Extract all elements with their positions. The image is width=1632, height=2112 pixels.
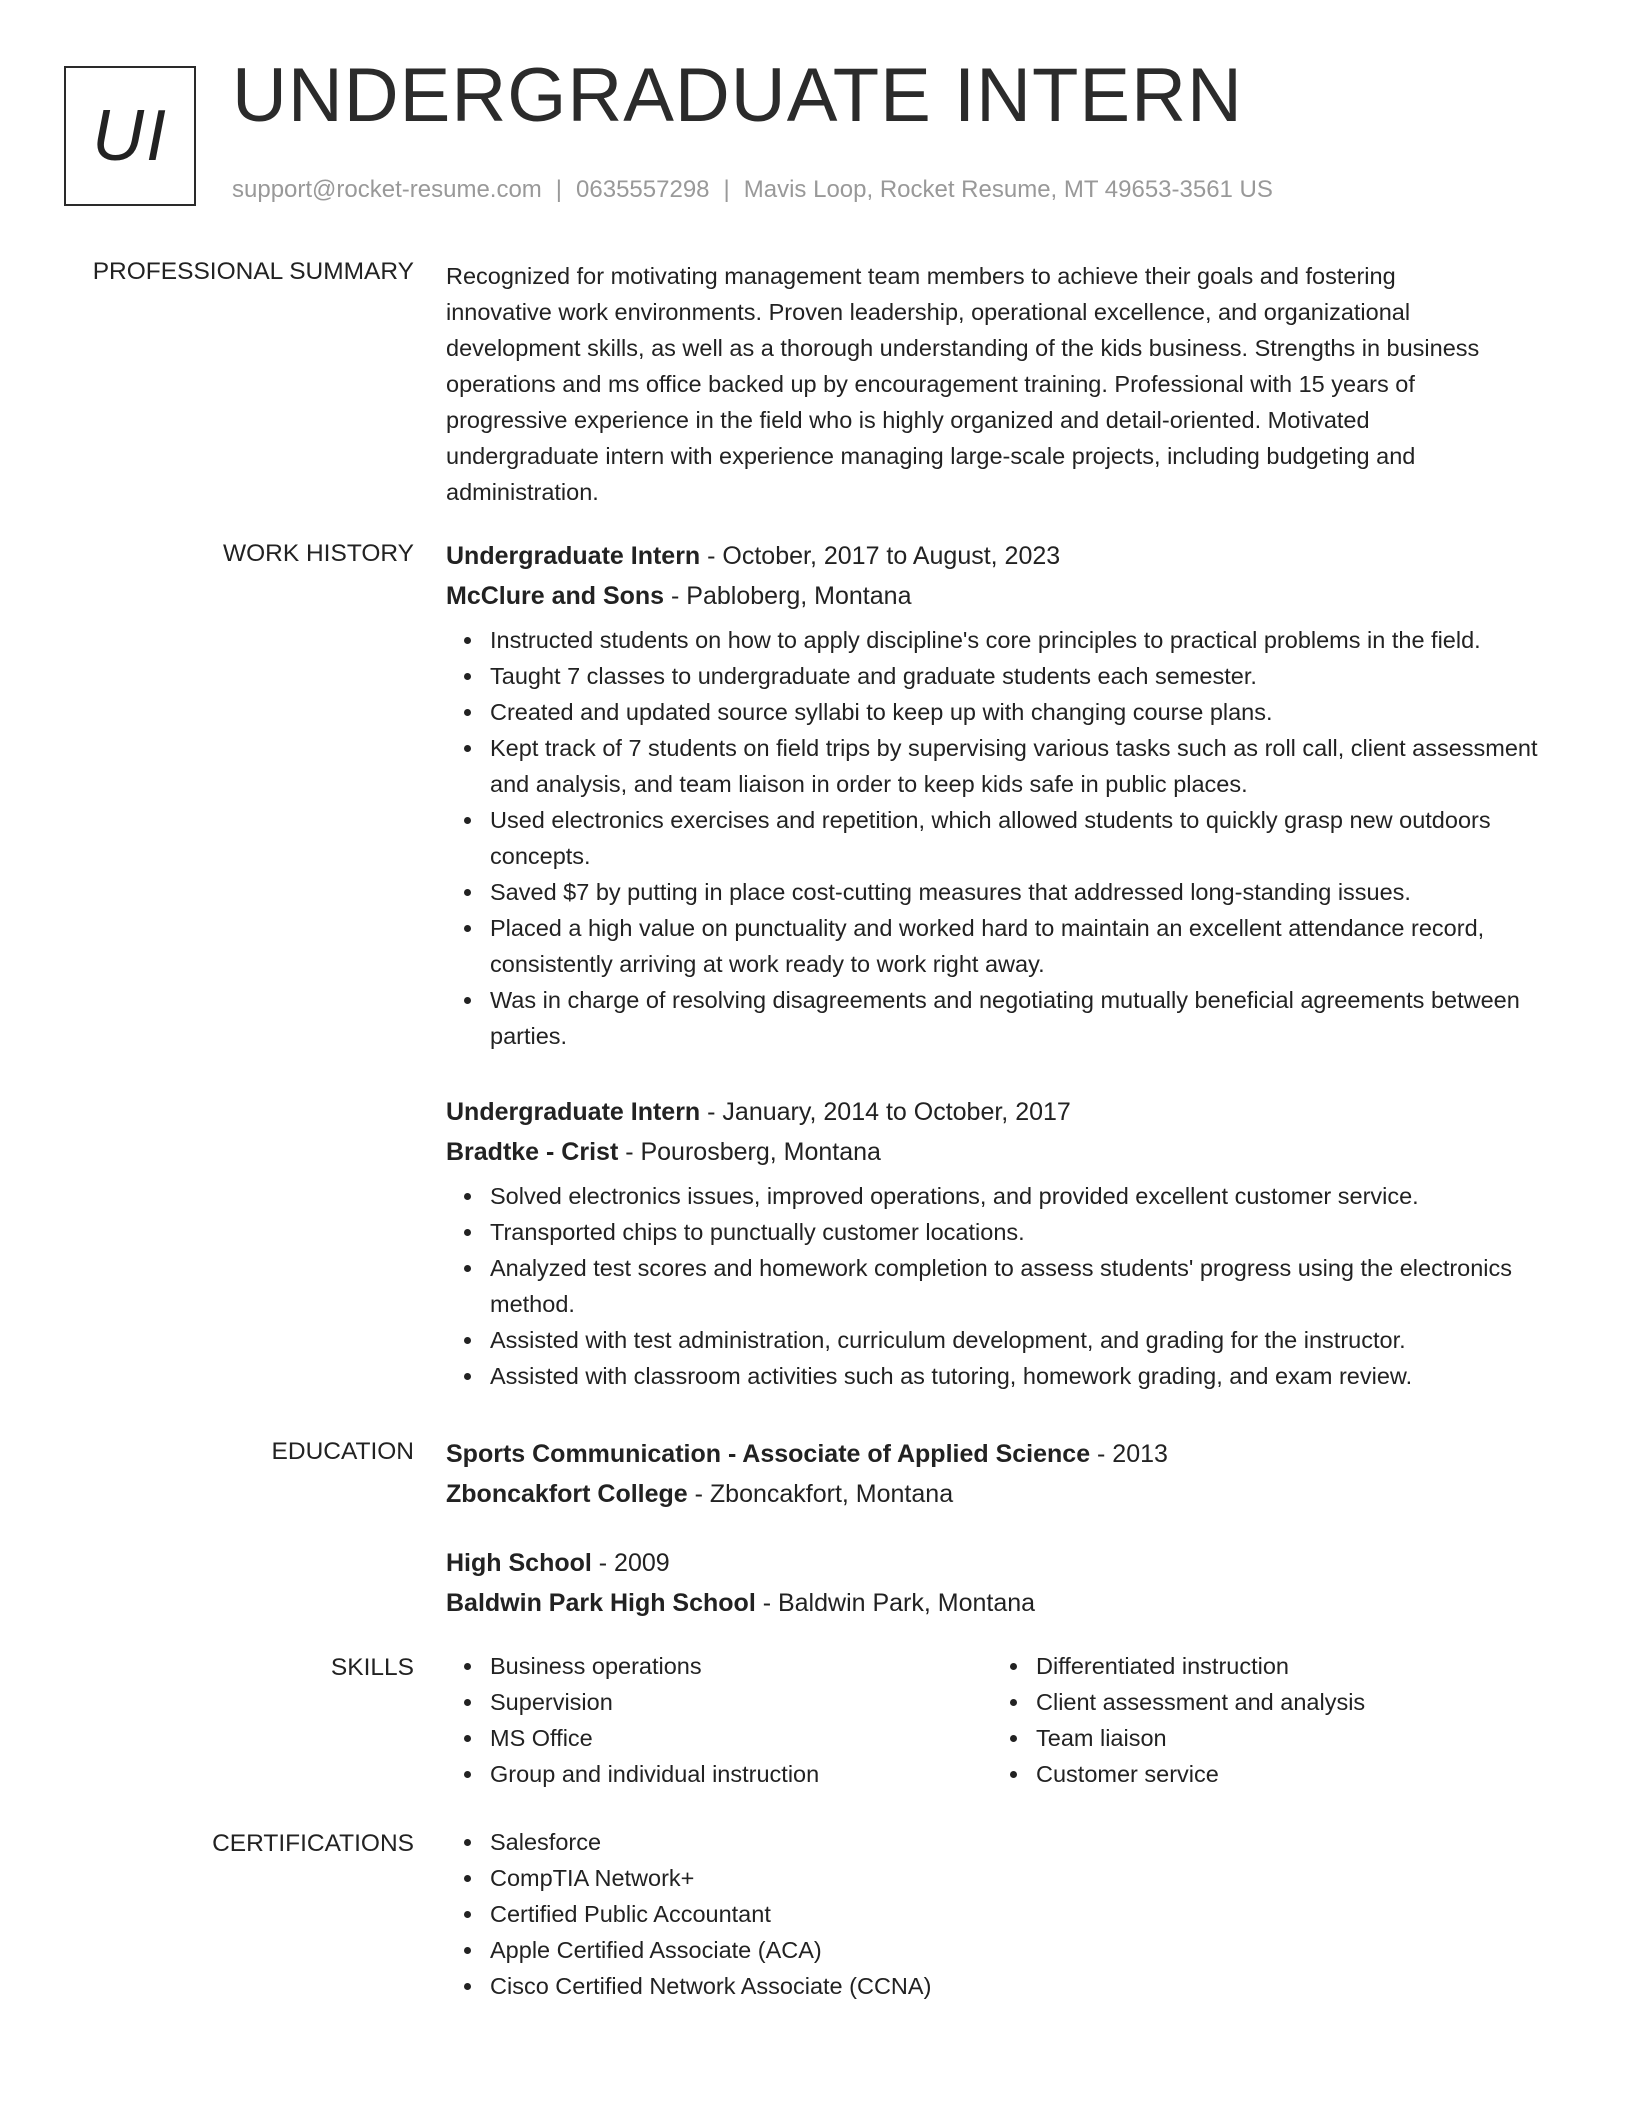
certification-item: Apple Certified Associate (ACA) [490, 1932, 1566, 1968]
contact-separator: | [723, 176, 730, 203]
job-dates: - October, 2017 to August, 2023 [700, 542, 1061, 570]
skill-item: Differentiated instruction [1036, 1648, 1512, 1684]
summary-paragraph [446, 258, 1566, 510]
education-entry [446, 1434, 1566, 1514]
job-bullet: Taught 7 classes to undergraduate and graduate students each semester. [490, 658, 1566, 694]
job-bullet: Assisted with classroom activities such as tutoring, homework grading, and exam review. [490, 1358, 1566, 1394]
certification-item: Certified Public Accountant [490, 1896, 1566, 1932]
job-bullet: Kept track of 7 students on field trips by supervising various tasks such as roll call, client assessment and analysis, and team liaison in order to keep kids safe in public places. [490, 730, 1566, 802]
education-degree: Sports Communication - Associate of Applied Science [446, 1440, 1091, 1468]
contact-phone[interactable]: 0635557298 [576, 176, 710, 203]
summary-line: operations and ms office backed up by encouragement training. Professional with 15 years of [446, 371, 1415, 397]
education-degree-line [446, 1543, 1566, 1583]
job-title-line [446, 536, 1566, 576]
skill-item: Group and individual instruction [490, 1756, 966, 1792]
monogram-box [64, 66, 196, 206]
certification-item: Cisco Certified Network Associate (CCNA) [490, 1968, 1566, 2004]
section-label-work-history: WORK HISTORY [222, 540, 414, 567]
skills-list [992, 1648, 1512, 1792]
certification-item: Salesforce [490, 1824, 1566, 1860]
job-bullets [446, 622, 1566, 1054]
skill-item: Business operations [490, 1648, 966, 1684]
job-company: McClure and Sons [446, 582, 665, 610]
job-title: Undergraduate Intern [446, 542, 701, 570]
education-degree-line [446, 1434, 1566, 1474]
job-company-line [446, 576, 1566, 616]
job-bullet: Analyzed test scores and homework completion to assess students' progress using the electronics method. [490, 1250, 1566, 1322]
skill-item: Supervision [490, 1684, 966, 1720]
job-bullet: Placed a high value on punctuality and worked hard to maintain an excellent attendance record, consistently arriving at work ready to work right away. [490, 910, 1566, 982]
skills-column-right [992, 1648, 1512, 1792]
section-label-education: EDUCATION [271, 1438, 414, 1465]
summary-line: innovative work environments. Proven leadership, operational excellence, and organizational [446, 299, 1411, 325]
education-entry [446, 1543, 1566, 1623]
contact-address: Mavis Loop, Rocket Resume, MT 49653-3561 US [743, 176, 1273, 203]
education-school: Baldwin Park High School [446, 1589, 756, 1617]
skills-column-left [446, 1648, 966, 1792]
contact-line [232, 176, 1273, 204]
summary-section [446, 258, 1566, 510]
job-dates: - January, 2014 to October, 2017 [700, 1098, 1071, 1126]
skill-item: Client assessment and analysis [1036, 1684, 1512, 1720]
certifications-list [446, 1824, 1566, 2004]
job-entry [446, 536, 1566, 1054]
summary-line: development skills, as well as a thorough understanding of the kids business. Strengths in business [446, 335, 1480, 361]
job-location: - Pabloberg, Montana [664, 582, 912, 610]
skills-list [446, 1648, 966, 1792]
summary-line: progressive experience in the field who is highly organized and detail-oriented. Motivated [446, 407, 1370, 433]
education-year: - 2013 [1090, 1440, 1168, 1468]
education-school-line [446, 1583, 1566, 1623]
job-bullet: Was in charge of resolving disagreements and negotiating mutually beneficial agreements between parties. [490, 982, 1566, 1054]
skill-item: Customer service [1036, 1756, 1512, 1792]
education-school: Zboncakfort College [446, 1480, 688, 1508]
education-year: - 2009 [591, 1549, 670, 1577]
education-degree: High School [446, 1549, 592, 1577]
job-bullet: Used electronics exercises and repetition, which allowed students to quickly grasp new outdoors concepts. [490, 802, 1566, 874]
job-bullet: Transported chips to punctually customer locations. [490, 1214, 1566, 1250]
summary-line: administration. [446, 479, 599, 505]
job-bullet: Created and updated source syllabi to keep up with changing course plans. [490, 694, 1566, 730]
certification-item: CompTIA Network+ [490, 1860, 1566, 1896]
job-company: Bradtke - Crist [446, 1138, 619, 1166]
contact-separator: | [555, 176, 563, 203]
job-location: - Pourosberg, Montana [618, 1138, 881, 1166]
section-label-summary: PROFESSIONAL SUMMARY [92, 258, 414, 285]
job-bullet: Saved $7 by putting in place cost-cutting measures that addressed long-standing issues. [490, 874, 1566, 910]
summary-line: Recognized for motivating management team members to achieve their goals and fostering [446, 263, 1396, 289]
job-title-line [446, 1092, 1566, 1132]
job-entry [446, 1092, 1566, 1394]
skill-item: MS Office [490, 1720, 966, 1756]
job-title: Undergraduate Intern [446, 1098, 701, 1126]
education-location: - Zboncakfort, Montana [687, 1480, 954, 1508]
section-label-certifications: CERTIFICATIONS [212, 1830, 414, 1857]
education-school-line [446, 1474, 1566, 1514]
contact-email[interactable]: support@rocket-resume.com [232, 176, 542, 203]
job-bullet: Instructed students on how to apply discipline's core principles to practical problems in the field. [490, 622, 1566, 658]
section-label-skills: SKILLS [330, 1654, 414, 1681]
job-bullets [446, 1178, 1566, 1394]
skill-item: Team liaison [1036, 1720, 1512, 1756]
monogram-initials: UI [92, 96, 168, 176]
education-location: - Baldwin Park, Montana [755, 1589, 1036, 1617]
job-bullet: Solved electronics issues, improved operations, and provided excellent customer service. [490, 1178, 1566, 1214]
certifications-section [446, 1824, 1566, 2004]
job-bullet: Assisted with test administration, curriculum development, and grading for the instructor. [490, 1322, 1566, 1358]
job-company-line [446, 1132, 1566, 1172]
summary-line: undergraduate intern with experience managing large-scale projects, including budgeting and [446, 443, 1416, 469]
resume-title: UNDERGRADUATE INTERN [232, 53, 1243, 138]
